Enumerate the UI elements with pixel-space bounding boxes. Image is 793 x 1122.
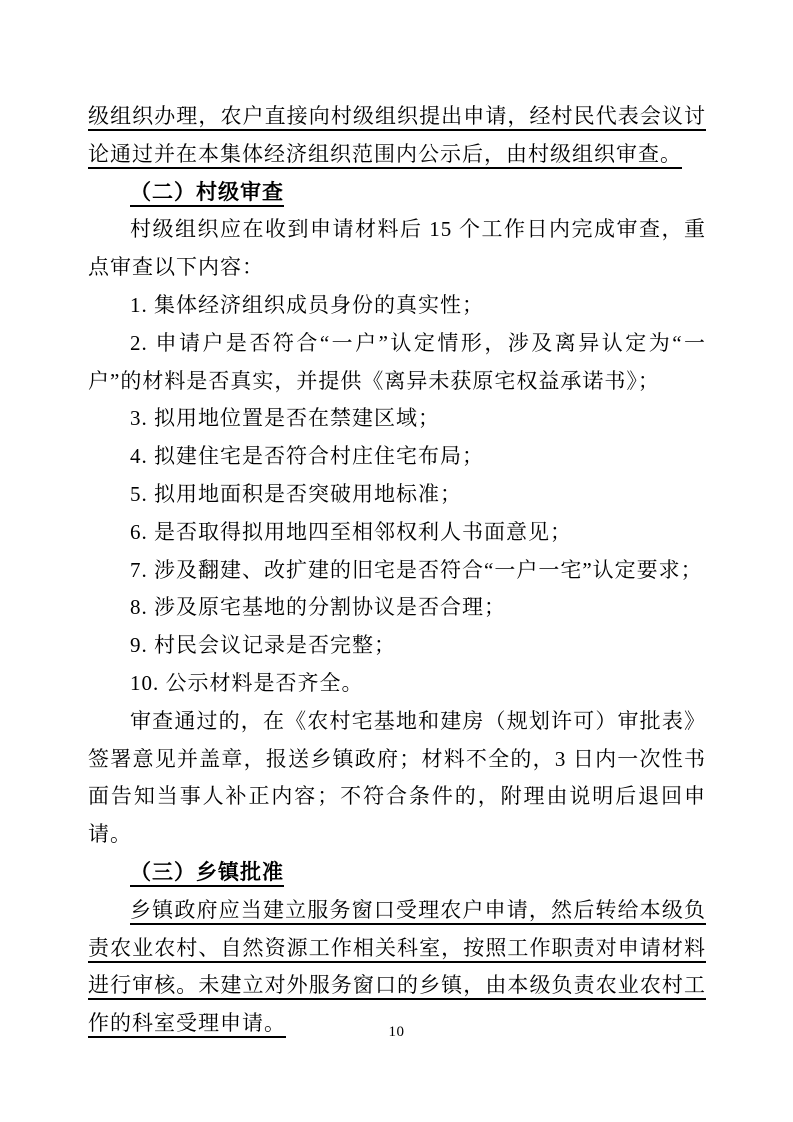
paragraph-review-intro: 村级组织应在收到申请材料后 15 个工作日内完成审查，重点审查以下内容： [88,217,706,280]
list-item-1: 1. 集体经济组织成员身份的真实性； [130,292,484,317]
list-item-5: 5. 拟用地面积是否突破用地标准； [130,481,462,506]
list-item-9: 9. 村民会议记录是否完整； [130,633,396,658]
list-item-4: 4. 拟建住宅是否符合村庄住宅布局； [130,444,484,469]
paragraph-township-process: 乡镇政府应当建立服务窗口受理农户申请，然后转给本级负责农业农村、自然资源工作相关科室，按照工作职责对申请材料进行审核。未建立对外服务窗口的乡镇，由本级负责农业农村工作的科室受理申请。 [88,897,706,1036]
paragraph-continuation: 级组织办理，农户直接向村级组织提出申请，经村民代表会议讨论通过并在本集体经济组织范围内公示后，由村级组织审查。 [88,104,706,166]
document-body [88,98,706,1043]
list-item-2: 2. 申请户是否符合“一户”认定情形，涉及离异认定为“一户”的材料是否真实，并提供《离异未获原宅权益承诺书》； [88,330,706,393]
list-item-7: 7. 涉及翻建、改扩建的旧宅是否符合“一户一宅”认定要求； [130,557,703,582]
list-item-6: 6. 是否取得拟用地四至相邻权利人书面意见； [130,519,572,544]
list-item-8: 8. 涉及原宅基地的分割协议是否合理； [130,595,506,620]
list-item-3: 3. 拟用地位置是否在禁建区域； [130,406,440,431]
list-item-10: 10. 公示材料是否齐全。 [130,670,364,695]
heading-township-approval: （三）乡镇批准 [130,859,284,884]
heading-village-review: （二）村级审查 [130,179,284,204]
paragraph-approval-process: 审查通过的，在《农村宅基地和建房（规划许可）审批表》签署意见并盖章，报送乡镇政府；材料不全的，3 日内一次性书面告知当事人补正内容；不符合条件的，附理由说明后退回申请。 [88,708,706,847]
page-number: 10 [388,1024,405,1040]
